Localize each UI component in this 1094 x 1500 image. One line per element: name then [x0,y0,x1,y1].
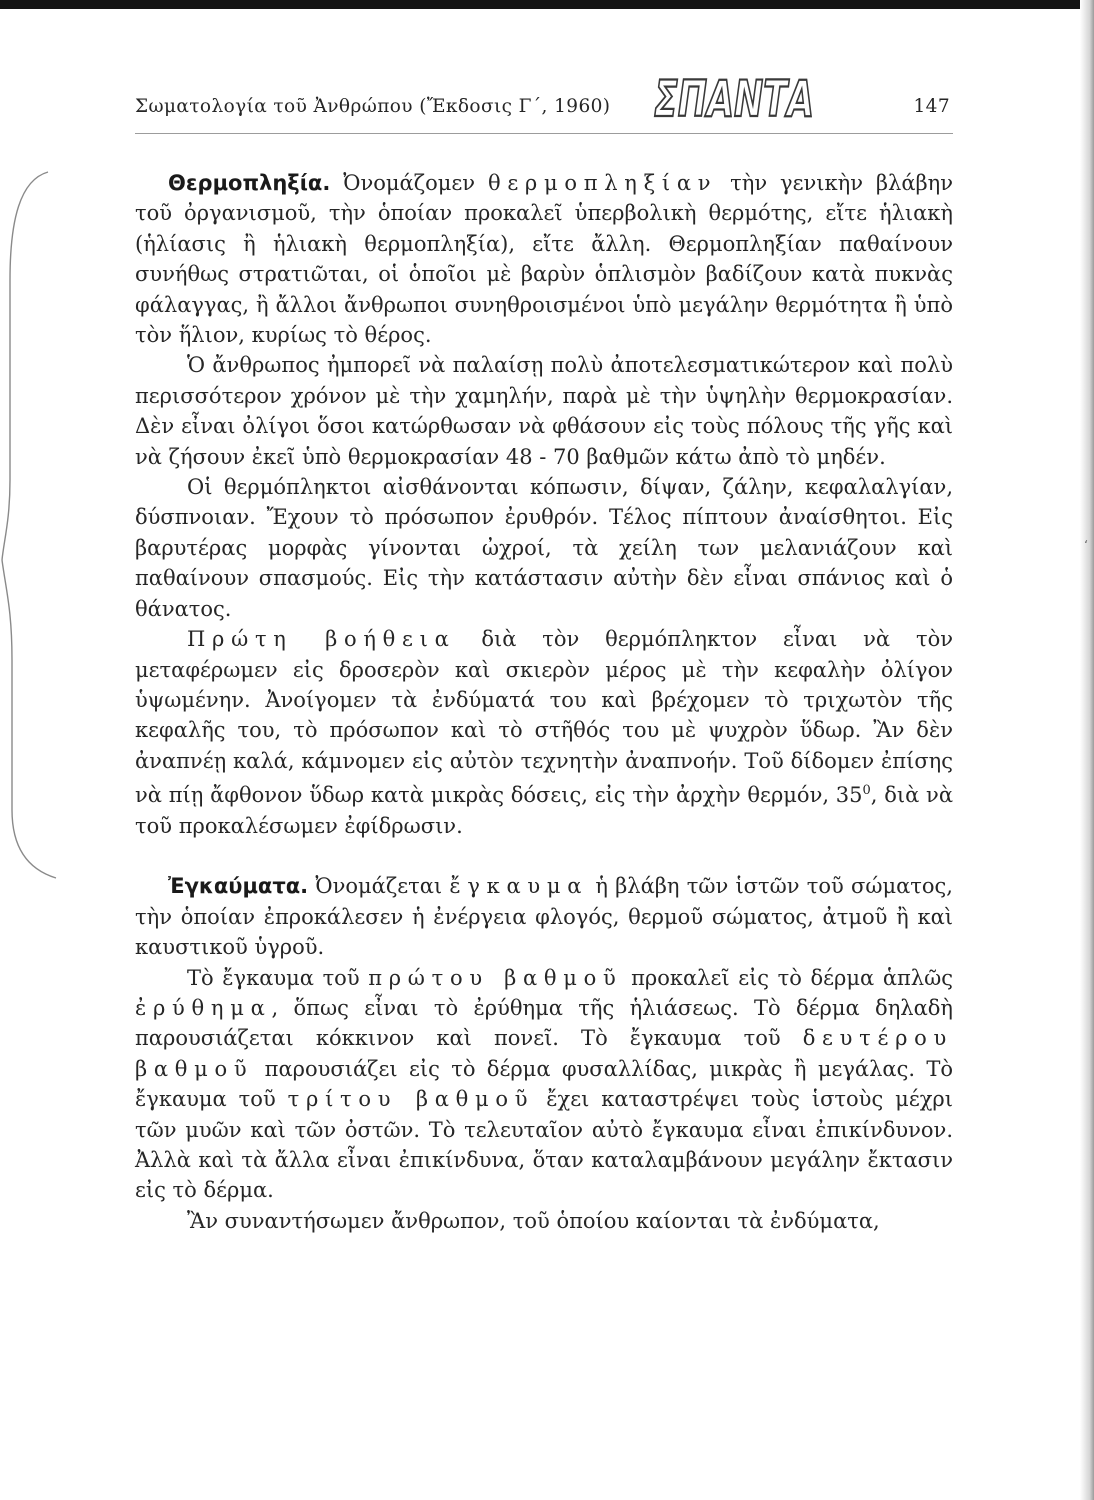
spaced-term: θερμοπληξίαν [487,171,718,195]
header-rule [135,133,953,134]
stamp-text: ΣΠΑΝΤΑ [654,70,814,128]
paragraph-symptoms: Οἱ θερμόπληκτοι αἰσθάνονται κόπωσιν, δίψαν, ζάλην, κεφαλαλγίαν, δύσπνοιαν. Ἔχουν τὸ πρόσωπον ἐρυθρόν. Τέλος πίπτουν ἀναίσθητοι. Εἰς βαρυτέρας μορφὰς γίνονται ὠχροί, τὰ χείλη των μελανιάζουν καὶ παθαίνουν σπασμούς. Εἰς τὴν κατάστασιν αὐτὴν δὲν εἶναι σπάνιος καὶ ὁ θάνατος. [135,475,953,621]
paragraph-burns: Ἐγκαύματα. Ὀνομάζεται ἔγκαυμα ἡ βλάβη τῶν ἱστῶν τοῦ σώματος, τὴν ὁποίαν ἐπροκάλεσεν ἡ ἐνέργεια φλογός, θερμοῦ σώματος, ἀτμοῦ ἢ καὶ καυστικοῦ ὑγροῦ. [135,874,953,960]
library-stamp [648,58,820,132]
page-number: 147 [913,96,950,117]
spaced-term: ἔγκαυμα [449,874,589,899]
running-title: Σωματολογία τοῦ Ἀνθρώπου (Ἔκδοσις Γ΄, 1960) [135,96,611,117]
degree-mark: 0 [862,783,871,799]
section-heading-thermoplexia: Θερμοπληξία. [168,171,331,195]
paragraph-cold-resistance: Ὁ ἄνθρωπος ἠμπορεῖ νὰ παλαίσῃ πολὺ ἀποτελεσματικώτερον καὶ πολὺ περισσότερον χρόνον μὲ τὴν χαμηλήν, παρὰ μὲ τὴν ὑψηλὴν θερμοκρασίαν. Δὲν εἶναι ὀλίγοι ὅσοι κατώρθωσαν νὰ φθάσουν εἰς τοὺς πόλους τῆς γῆς καὶ νὰ ζήσουν ἐκεῖ ὑπὸ θερμοκρασίαν 48 - 70 βαθμῶν κάτω ἀπὸ τὸ μηδέν. [135,353,953,469]
spaced-term: τρίτου βαθμοῦ [287,1087,535,1112]
scan-right-edge [1080,0,1094,1500]
paragraph-thermoplexia: Θερμοπληξία. Ὀνομάζομεν θερμοπληξίαν τὴν γενικὴν βλάβην τοῦ ὀργανισμοῦ, τὴν ὁποίαν προκαλεῖ ὑπερβολικὴ θερμότης, εἴτε ἡλιακὴ (ἡλίασις ἢ ἡλιακὴ θερμοπληξία), εἴτε ἄλλη. Θερμοπληξίαν παθαίνουν συνήθως στρατιῶται, οἱ ὁποῖοι μὲ βαρὺν ὁπλισμὸν βαδίζουν κατὰ πυκνὰς φάλαγγας, ἢ ἄλλοι ἄνθρωποι συνηθροισμένοι ὑπὸ μεγάλην θερμότητα ἢ ὑπὸ τὸν ἥλιον, κυρίως τὸ θέρος. [135,171,954,348]
scan-top-edge [0,0,1094,9]
spaced-term: ἐρύθημα [135,995,272,1020]
paragraph-burn-degrees: Τὸ ἔγκαυμα τοῦ πρώτου βαθμοῦ προκαλεῖ εἰς τὸ δέρμα ἁπλῶς ἐρύθημα, ὅπως εἶναι τὸ ἐρύθημα τῆς ἡλιάσεως. Τὸ δέρμα δηλαδὴ παρουσιάζεται κόκκινον καὶ πονεῖ. Τὸ ἔγκαυμα τοῦ δευτέρου βαθμοῦ παρουσιάζει εἰς τὸ δέρμα φυσαλλίδας, μικρὰς ἢ μεγάλας. Τὸ ἔγκαυμα τοῦ τρίτου βαθμοῦ ἔχει καταστρέψει τοὺς ἱστοὺς μέχρι τῶν μυῶν καὶ τῶν ὀστῶν. Τὸ τελευταῖον αὐτὸ ἔγκαυμα εἶναι ἐπικίνδυνον. Ἀλλὰ καὶ τὰ ἄλλα εἶναι ἐπικίνδυνα, ὅταν καταλαμβάνουν μεγάλην ἔκτασιν εἰς τὸ δέρμα. [135,965,954,1203]
spaced-term: δευτέρου βαθμοῦ [135,1026,953,1081]
margin-bracket-mark [0,160,60,890]
scan-speck: ʻ [1084,538,1088,552]
paragraph-first-aid: Πρώτη βοήθεια διὰ τὸν θερμόπληκτον εἶναι νὰ τὸν μεταφέρωμεν εἰς δροσερὸν καὶ σκιερὸν μέρος μὲ τὴν κεφαλὴν ὀλίγον ὑψωμένην. Ἀνοίγομεν τὰ ἐνδύματά του καὶ βρέχομεν τὸ τριχωτὸν τῆς κεφαλῆς του, τὸ πρόσωπον καὶ τὸ στῆθός του μὲ ψυχρὸν ὕδωρ. Ἂν δὲν ἀναπνέῃ καλά, κάμνομεν εἰς αὐτὸν τεχνητὴν ἀναπνοήν. Τοῦ δίδομεν ἐπίσης νὰ πίῃ ἄφθονον ὕδωρ κατὰ μικρὰς δόσεις, εἰς τὴν ἀρχὴν θερμόν, $35^0$, διὰ νὰ τοῦ προκαλέσωμεν ἐφίδρωσιν. [135,627,954,838]
section-heading-burns: Ἐγκαύματα. [168,874,309,899]
running-header [135,96,950,126]
spaced-term: Πρώτη βοήθεια [187,627,456,652]
paragraph-burning-clothes: Ἂν συναντήσωμεν ἄνθρωπον, τοῦ ὁποίου καίονται τὰ ἐνδύματα, [187,1208,880,1233]
spaced-term: πρώτου βαθμοῦ [368,965,623,990]
page-body [135,168,953,1236]
